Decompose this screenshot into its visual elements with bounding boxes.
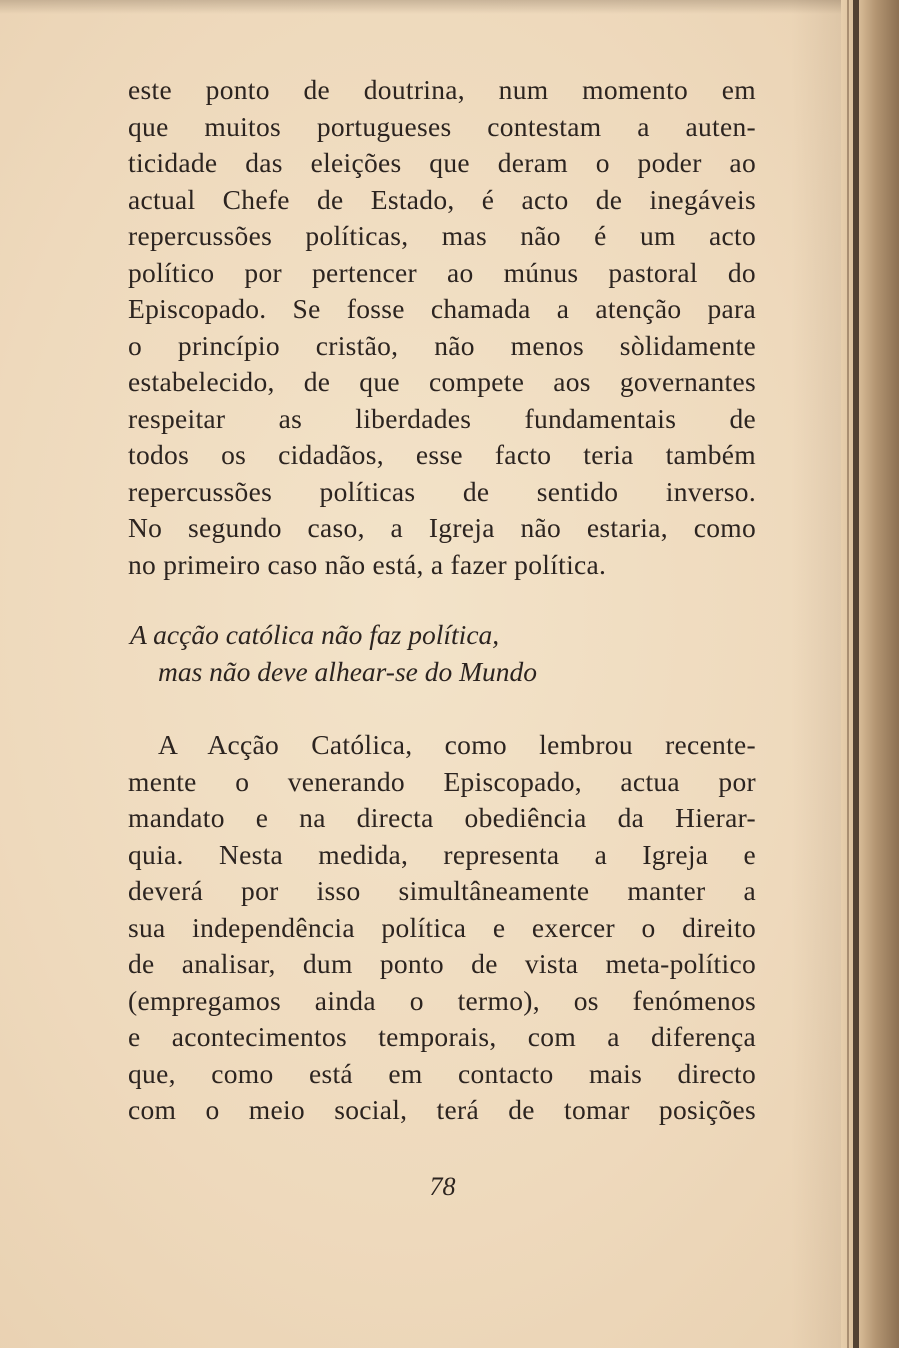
section-heading [128,616,756,690]
text-line: no primeiro caso não está, a fazer política. [128,548,607,580]
text-line: No segundo caso, a Igreja não estaria, como [128,512,756,543]
text-line: repercussões políticas de sentido inverso. [128,475,756,507]
text-line: com o meio social, terá de tomar posições [128,1094,756,1125]
text-line: todos os cidadãos, esse facto teria também [128,439,756,470]
text-line: quia. Nesta medida, representa a Igreja e [128,838,756,870]
text-line: (empregamos ainda o termo), os fenómenos [128,984,756,1016]
page-top-shadow [0,0,899,14]
text-line: que, como está em contacto mais directo [128,1057,756,1089]
text-line: ticidade das eleições que deram o poder ao [128,147,756,178]
book-binding [841,0,899,1348]
binding-fold-line [847,0,849,1348]
section-heading-line-2: mas não deve alhear-se do Mundo [158,656,538,687]
text-line: Episcopado. Se fosse chamada a atenção para [128,293,756,324]
text-line: mandato e na directa obediência da Hierar- [128,802,756,833]
text-line: repercussões políticas, mas não é um acto [128,220,756,251]
text-line: este ponto de doutrina, num momento em [128,74,756,105]
text-line: estabelecido, de que compete aos governantes [128,366,756,397]
text-line: que muitos portugueses contestam a auten- [128,110,756,142]
paragraph-1 [128,72,756,583]
text-line: o princípio cristão, não menos sòlidamente [128,329,756,361]
section-heading-line-1: A acção católica não faz política, [130,619,500,650]
text-line: e acontecimentos temporais, com a diferença [128,1021,756,1052]
text-line: deverá por isso simultâneamente manter a [128,875,756,906]
text-line: actual Chefe de Estado, é acto de inegáveis [128,183,756,215]
text-line: mente o venerando Episcopado, actua por [128,765,756,797]
binding-edge [853,0,859,1348]
text-line: de analisar, dum ponto de vista meta-político [128,948,756,979]
page-number: 78 [429,1172,456,1201]
text-line: A Acção Católica, como lembrou recente- [158,729,756,760]
text-line: respeitar as liberdades fundamentais de [128,402,756,434]
paragraph-2 [128,727,756,1129]
text-line: sua independência política e exercer o direito [128,911,756,943]
text-line: político por pertencer ao múnus pastoral do [128,256,756,288]
